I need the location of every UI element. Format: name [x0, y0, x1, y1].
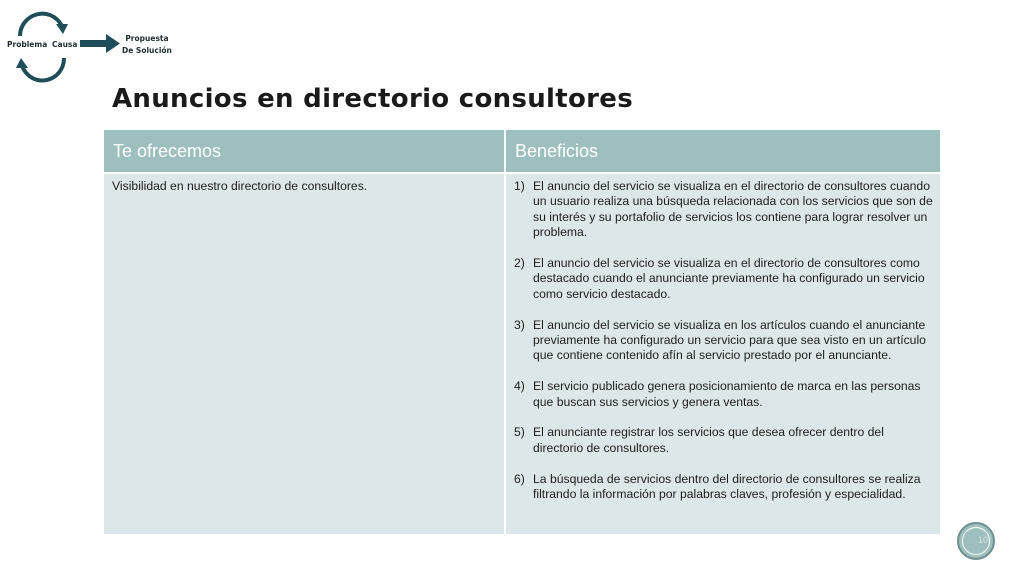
list-item: 3) El anuncio del servicio se visualiza en los artículos cuando el anunciante previamente ha configurado un servicio para que sea visto en un artículo que contiene contenido afín al servicio prestado por el anunciante. [514, 317, 926, 363]
diagram-label-causa: Causa [52, 40, 78, 49]
header-te-ofrecemos: Te ofrecemos [104, 130, 504, 172]
page-number: 10 [977, 535, 988, 545]
offer-text: Visibilidad en nuestro directorio de consultores. [112, 179, 368, 193]
propuesta-line-1: Propuesta [125, 34, 169, 43]
list-item: 4) El servicio publicado genera posicionamiento de marca en las personas que buscan sus servicios y genera ventas. [514, 379, 921, 409]
header-beneficios: Beneficios [506, 130, 940, 172]
problem-cause-diagram [0, 0, 190, 95]
benefits-cell [506, 174, 940, 534]
page-title: Anuncios en directorio consultores [112, 84, 633, 114]
list-item: 1) El anuncio del servicio se visualiza en el directorio de consultores cuando un usuario realiza una búsqueda relacionada con los servicios que son de su interés y su portafolio de servicios los contiene para lograr resolver un problema. [514, 179, 933, 240]
offer-benefits-table [104, 130, 940, 534]
diagram-label-propuesta [122, 33, 172, 57]
page-number-badge [957, 522, 995, 560]
offer-cell [104, 174, 504, 534]
diagram-label-problema: Problema [7, 40, 48, 49]
propuesta-line-2: De Solución [122, 46, 172, 55]
list-item: 5) El anunciante registrar los servicios que desea ofrecer dentro del directorio de consultores. [514, 425, 884, 455]
list-item: 6) La búsqueda de servicios dentro del directorio de consultores se realiza filtrando la información por palabras claves, profesión y especialidad. [514, 471, 921, 502]
benefits-list [514, 179, 934, 502]
list-item: 2) El anuncio del servicio se visualiza en el directorio de consultores como destacado cuando el anunciante previamente ha configurado un servicio como servicio destacado. [514, 256, 925, 301]
